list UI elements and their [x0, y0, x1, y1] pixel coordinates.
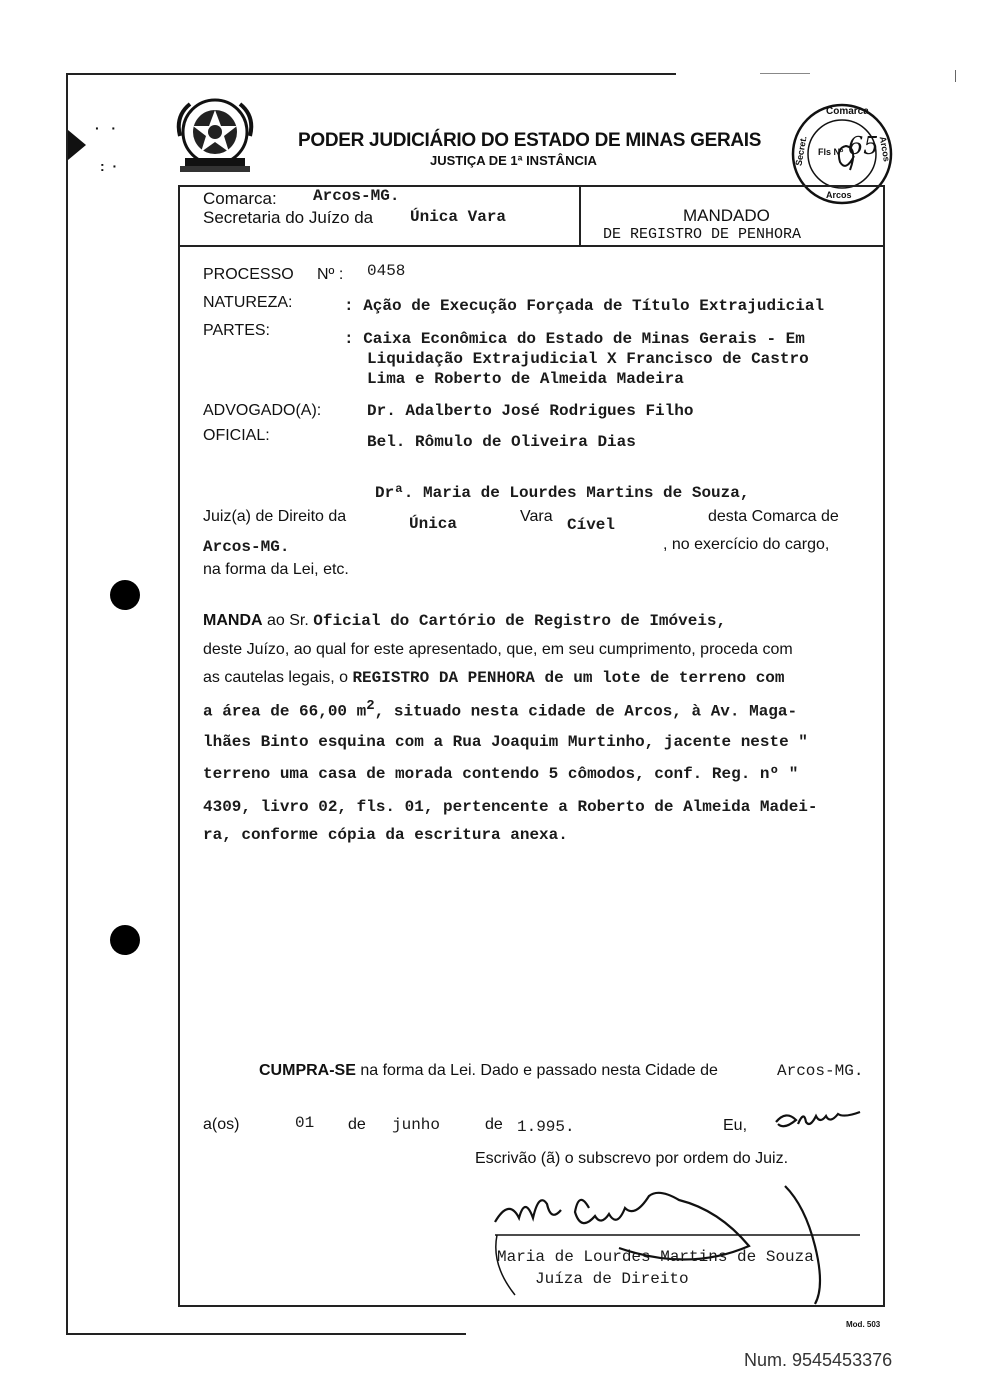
scan-dots-2: : ·: [100, 158, 118, 174]
oficial-label: OFICIAL:: [203, 427, 270, 444]
civel-value: Cível: [567, 516, 616, 534]
oficial-value: Bel. Rômulo de Oliveira Dias: [367, 433, 636, 451]
stamp-right-text: Arcos: [877, 135, 892, 163]
manda-area: a área de 66,00 m: [203, 702, 367, 721]
vara-label: Vara: [520, 508, 553, 525]
aos-label: a(os): [203, 1116, 240, 1133]
manda-line-3: [203, 669, 785, 687]
clerk-signature-icon: [772, 1106, 864, 1136]
partes-line-3: Lima e Roberto de Almeida Madeira: [367, 370, 684, 388]
vara-value: Única: [409, 515, 458, 533]
document-number: Num. 9545453376: [744, 1350, 893, 1370]
comarca-de-label: desta Comarca de: [708, 508, 839, 525]
partes-label: PARTES:: [203, 322, 270, 339]
scan-top-line-2: [760, 73, 810, 74]
lei-label: na forma da Lei, etc.: [203, 561, 349, 578]
signer-name: Maria de Lourdes Martins de Souza: [497, 1248, 814, 1266]
advogado-label: ADVOGADO(A):: [203, 402, 322, 419]
signer-title: Juíza de Direito: [535, 1270, 689, 1288]
scan-left-line: [66, 73, 68, 1335]
comarca-city-value: Arcos-MG.: [203, 538, 290, 556]
manda-line-4: [203, 698, 797, 720]
page-subtitle: JUSTIÇA DE 1ª INSTÂNCIA: [430, 153, 597, 168]
exercicio-label: , no exercício do cargo,: [663, 536, 830, 553]
judge-name: Drª. Maria de Lourdes Martins de Souza,: [375, 484, 750, 502]
processo-label: PROCESSO: [203, 266, 294, 283]
processo-no-label: Nº :: [317, 266, 344, 283]
coat-of-arms-icon: [170, 96, 260, 178]
natureza-value: : Ação de Execução Forçada de Título Extrajudicial: [344, 297, 825, 315]
manda-registro: REGISTRO DA PENHORA de um lote de terreno com: [352, 669, 785, 687]
manda-line-7: 4309, livro 02, fls. 01, pertencente a Roberto de Almeida Madei-: [203, 798, 818, 816]
scan-right-tick: [955, 70, 956, 82]
stamp-left-text: Secret.: [793, 135, 809, 167]
eu-label: Eu,: [723, 1117, 748, 1134]
manda-line-8: ra, conforme cópia da escritura anexa.: [203, 826, 568, 844]
header-divider: [178, 245, 885, 247]
manda-area-sup: 2: [366, 698, 375, 714]
manda-line-5: lhães Binto esquina com a Rua Joaquim Murtinho, jacente neste ": [203, 733, 808, 751]
cumpra-line: [259, 1062, 718, 1080]
secretaria-value: Única Vara: [410, 208, 507, 226]
de-label-1: de: [348, 1116, 366, 1133]
comarca-label: Comarca:: [203, 189, 277, 208]
punch-hole-bottom: [110, 925, 140, 955]
punch-hole-top: [110, 580, 140, 610]
month-value: junho: [392, 1116, 441, 1134]
partes-line-2: Liquidação Extrajudicial X Francisco de Castro: [367, 350, 809, 368]
stamp-fls-label: Fls Nº: [818, 147, 844, 157]
mod-label: Mod. 503: [846, 1320, 881, 1329]
cumpra-text: na forma da Lei. Dado e passado nesta Cidade de: [360, 1062, 718, 1079]
manda-line-1: [203, 612, 726, 630]
stamp-bottom-text: Arcos: [826, 190, 852, 200]
manda-situado: , situado nesta cidade de Arcos, à Av. Maga-: [374, 702, 798, 721]
manda-line-6: terreno uma casa de morada contendo 5 cômodos, conf. Reg. nº ": [203, 765, 799, 783]
mandado-label: MANDADO: [683, 206, 770, 225]
natureza-label: NATUREZA:: [203, 294, 293, 311]
secretaria-label: Secretaria do Juízo da: [203, 208, 374, 227]
escrivao-text: Escrivão (ã) o subscrevo por ordem do Juiz.: [475, 1150, 789, 1167]
scan-left-mark: [68, 130, 86, 160]
partes-line-1: : Caixa Econômica do Estado de Minas Gerais - Em: [344, 330, 805, 348]
comarca-value: Arcos-MG.: [313, 187, 400, 205]
manda-ao-sr: ao Sr.: [267, 612, 309, 629]
processo-value: 0458: [367, 262, 406, 280]
advogado-value: Dr. Adalberto José Rodrigues Filho: [367, 402, 694, 420]
scan-top-line: [66, 73, 676, 75]
scan-dots: · ·: [95, 120, 116, 136]
cumpra-word: CUMPRA-SE: [259, 1062, 356, 1079]
mandado-value: DE REGISTRO DE PENHORA: [603, 226, 802, 243]
stamp-top-text: Comarca: [826, 106, 869, 117]
scan-bottom-line: [66, 1333, 466, 1335]
day-value: 01: [295, 1114, 315, 1132]
manda-word: MANDA: [203, 612, 263, 629]
cidade-value: Arcos-MG.: [777, 1062, 864, 1080]
year-value: 1.995.: [517, 1118, 575, 1136]
manda-line-2: deste Juízo, ao qual for este apresentado, que, em seu cumprimento, proceda com: [203, 641, 793, 658]
page-title: PODER JUDICIÁRIO DO ESTADO DE MINAS GERAIS: [298, 130, 762, 151]
de-label-2: de: [485, 1116, 503, 1133]
header-vertical-divider: [579, 185, 581, 247]
manda-oficial: Oficial do Cartório de Registro de Imóveis,: [313, 612, 727, 630]
manda-cautelas: as cautelas legais, o: [203, 669, 348, 686]
stamp-fls-value: 65: [848, 132, 879, 160]
juiz-label: Juiz(a) de Direito da: [203, 508, 347, 525]
